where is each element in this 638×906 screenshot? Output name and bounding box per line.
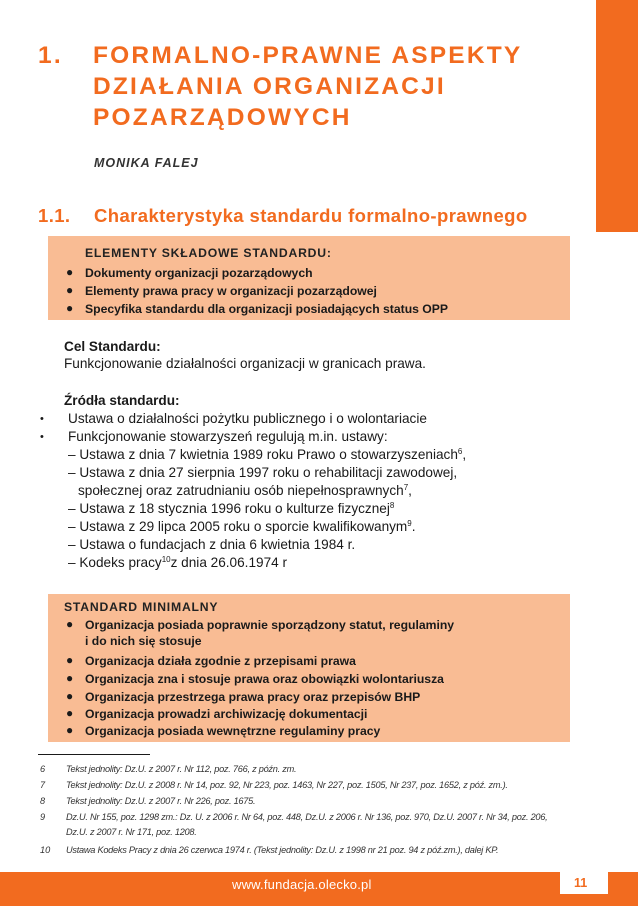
bullet: ● — [66, 706, 74, 720]
chapter-title-line: POZARZĄDOWYCH — [93, 104, 352, 131]
footnote-number: 6 — [40, 764, 46, 774]
goal-text: Funkcjonowanie działalności organizacji w granicach prawa. — [64, 356, 426, 371]
bullet: ● — [66, 617, 74, 631]
minimal-item: Organizacja posiada poprawnie sporządzony statut, regulaminy — [85, 618, 455, 632]
goal-heading: Cel Standardu: — [64, 339, 161, 354]
source-item: Funkcjonowanie stowarzyszeń regulują m.in. ustawy: — [68, 429, 388, 444]
footnote-number: 7 — [40, 780, 46, 790]
bullet: ● — [66, 723, 74, 737]
bullet: ● — [66, 301, 74, 315]
footnote-divider — [38, 754, 150, 755]
footnote-text: Ustawa Kodeks Pracy z dnia 26 czerwca 1974 r. (Tekst jednolity: Dz.U. z 1998 nr 21 poz. 94 z póź.zm.), dalej KP. — [66, 845, 499, 855]
footnote-text: Dz.U. Nr 155, poz. 1298 zm.: Dz. U. z 2006 r. Nr 64, poz. 448, Dz.U. z 2006 r. Nr 136, poz. 970, Dz.U. 2007 r. Nr 34, poz. 206, — [66, 812, 548, 822]
bullet: ● — [66, 653, 74, 667]
footnote-text: Tekst jednolity: Dz.U. z 2008 r. Nr 14, poz. 92, Nr 223, poz. 1463, Nr 227, poz. 1505, Nr 237, poz. 1652, z póź. zm.). — [66, 780, 508, 790]
source-item: Ustawa o działalności pożytku publicznego i o wolontariacie — [68, 411, 427, 426]
law-item: – Ustawa z dnia 27 sierpnia 1997 roku o rehabilitacji zawodowej, — [68, 465, 458, 480]
law-item: – Ustawa z 29 lipca 2005 roku o sporcie kwalifikowanym$^9$. — [68, 519, 416, 534]
section-title: Charakterystyka standardu formalno-prawnego — [94, 205, 528, 226]
footnote-text: Tekst jednolity: Dz.U. z 2007 r. Nr 226, poz. 1675. — [66, 796, 256, 806]
footnote-number: 9 — [40, 812, 46, 822]
elements-item: Dokumenty organizacji pozarządowych — [85, 266, 313, 280]
footnote-text: Tekst jednolity: Dz.U. z 2007 r. Nr 112, poz. 766, z późn. zm. — [66, 764, 297, 774]
minimal-item: Organizacja zna i stosuje prawa oraz obowiązki wolontariusza — [85, 672, 444, 686]
minimal-item-continuation: i do nich się stosuje — [85, 634, 202, 648]
elements-item: Specyfika standardu dla organizacji posiadających status OPP — [85, 302, 449, 316]
footnote-number: 8 — [40, 796, 46, 806]
minimal-box-title: STANDARD MINIMALNY — [64, 600, 219, 614]
minimal-item: Organizacja prowadzi archiwizację dokumentacji — [85, 707, 368, 721]
chapter-number: 1. — [38, 42, 63, 69]
bullet: • — [40, 431, 44, 443]
elements-box-title: ELEMENTY SKŁADOWE STANDARDU: — [85, 246, 332, 260]
author-name: MONIKA FALEJ — [94, 156, 199, 170]
section-number: 1.1. — [38, 205, 71, 226]
law-item-continuation: społecznej oraz zatrudnianiu osób niepełnosprawnych$^7$, — [78, 483, 412, 498]
footnote-number: 10 — [40, 845, 51, 855]
minimal-item: Organizacja działa zgodnie z przepisami prawa — [85, 654, 356, 668]
law-item: – Ustawa z 18 stycznia 1996 roku o kulturze fizycznej$^8$ — [68, 501, 395, 516]
chapter-title-line: DZIAŁANIA ORGANIZACJI — [93, 73, 446, 100]
minimal-item: Organizacja posiada wewnętrzne regulaminy pracy — [85, 724, 381, 738]
page-number: 11 — [574, 876, 588, 890]
law-item: – Ustawa z dnia 7 kwietnia 1989 roku Prawo o stowarzyszeniach$^6$, — [68, 447, 467, 462]
chapter-title — [93, 40, 593, 133]
elements-item: Elementy prawa pracy w organizacji pozarządowej — [85, 284, 377, 298]
corner-accent-bar — [596, 0, 638, 232]
footer-url[interactable]: www.fundacja.olecko.pl — [232, 877, 372, 892]
bullet: • — [40, 413, 44, 425]
footnote-text-continuation: Dz.U. z 2007 r. Nr 171, poz. 1208. — [66, 827, 197, 837]
law-item: – Ustawa o fundacjach z dnia 6 kwietnia 1984 r. — [68, 537, 356, 552]
bullet: ● — [66, 265, 74, 279]
bullet: ● — [66, 671, 74, 685]
bullet: ● — [66, 283, 74, 297]
chapter-title-line: FORMALNO-PRAWNE ASPEKTY — [93, 42, 523, 69]
law-item: – Kodeks pracy$^{10}$z dnia 26.06.1974 r — [68, 555, 287, 570]
sources-heading: Źródła standardu: — [64, 393, 180, 408]
bullet: ● — [66, 689, 74, 703]
minimal-item: Organizacja przestrzega prawa pracy oraz przepisów BHP — [85, 690, 421, 704]
